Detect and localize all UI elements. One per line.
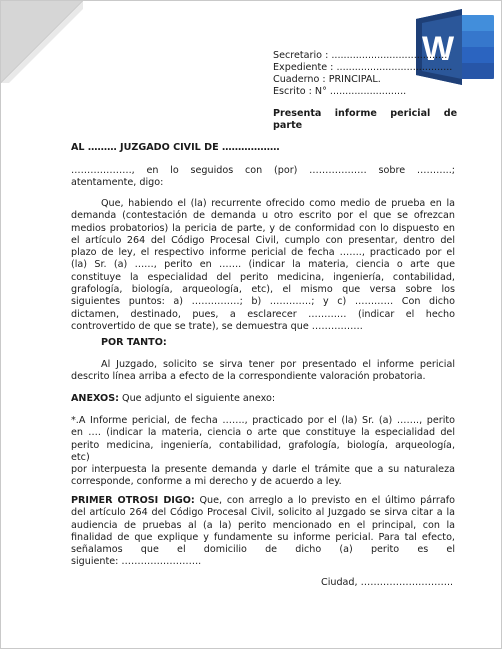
anexo-line: perito medicina, ingeniería, contabilidad, grafología, biología, arqueología, [71,439,455,451]
otrosi-paragraph [71,495,455,569]
otrosi-text: Que, con arreglo a lo previsto en el último párrafo [194,495,455,506]
body-line: el artículo 264 del Código Procesal Civil, cumplo con presentar, dentro del [71,234,455,246]
anexo-line: *.A Informe pericial, de fecha ……., practicado por el (la) Sr. (a) ……., perito [71,415,455,426]
sumilla-line-1: Presenta informe pericial de [273,108,458,119]
anexos-label: ANEXOS: [71,393,119,404]
anexos-line [71,393,275,405]
otrosi-line: siguiente: ……………………. [71,556,202,568]
secretario-line: Secretario : ...................................... [273,50,448,61]
anexo-line: etc) [71,451,90,463]
addressee: AL ……… JUZGADO CIVIL DE ……………… [71,142,280,153]
body-line: constituye la especialidad del perito medicina, ingeniería, contabilidad, [71,271,455,283]
cuaderno-line: Cuaderno : PRINCIPAL. [273,74,381,85]
otrosi-line: señalamos que el domicilio de dicho (a) perito es el [71,544,455,556]
signature-city: Ciudad, ……………………….. [321,577,454,588]
por-tanto-heading: POR TANTO: [101,337,167,348]
closing-line: corresponde, conforme a mi derecho y de acuerdo a ley. [71,476,342,488]
body-line: grafología, biología, arqueología, etc), el mismo que versa sobre los [71,284,455,296]
closing-line: por interpuesta la presente demanda y darle el trámite que a su naturaleza [71,464,455,476]
body-line: medios probatorios) la pericia de parte, y de conformidad con lo dispuesto en [71,222,455,234]
body-line: plazo de ley, el respectivo informe pericial de fecha ……., practicado por el [71,247,455,259]
otrosi-line: del artículo 264 del Código Procesal Civil, solicito al Juzgado se sirva citar a la [71,507,455,519]
body-line: (la) Sr. (a) ……, perito en ……. (indicar la materia, ciencia o arte que [71,259,455,271]
body-line: demanda (contestación de demanda u otro escrito por el que se ofrezcan [71,210,455,222]
page-fold-icon [1,1,83,83]
intro-line: atentamente, digo: [71,177,164,189]
otrosi-label: PRIMER OTROSI DIGO: [71,495,195,506]
intro-paragraph [71,165,455,190]
otrosi-line: finalidad de que explique y fundamente su informe pericial. Para tal efecto, [71,531,455,543]
svg-text:W: W [421,30,455,68]
anexo-item [71,415,455,489]
expediente-line: Expediente : ...................................... [273,62,453,73]
escrito-line: Escrito : N° ......................... [273,86,407,97]
body-line: Que, habiendo el (la) recurrente ofrecido como medio de prueba en la [101,198,455,209]
por-tanto-line: descrito línea arriba a efecto de la correspondiente valoración probatoria. [71,371,426,383]
por-tanto-line: Al Juzgado, solicito se sirva tener por presentado el informe pericial [101,359,455,370]
body-line: controvertido de que se trate), se demuestra que ……………. [71,320,363,332]
intro-line: ………………., en lo seguidos con (por) ……………… sobre ………..; [71,165,455,176]
otrosi-line [71,495,455,507]
anexos-text: Que adjunto el siguiente anexo: [118,393,276,404]
anexo-line: en …. (indicar la materia, ciencia o arte que constituye la especialidad del [71,427,455,439]
por-tanto-paragraph [71,359,455,384]
body-paragraph [71,198,455,333]
body-line: siguientes puntos: a) ……………; b) ………….; y c) ………… Con dicho [71,296,455,308]
sumilla-line-2: parte [273,120,303,131]
body-line: dictamen, destinado, pues, a esclarecer ………… (indicar el hecho [71,308,455,320]
otrosi-line: audiencia de pruebas al (a la) perito mencionado en el principal, con la [71,519,455,531]
